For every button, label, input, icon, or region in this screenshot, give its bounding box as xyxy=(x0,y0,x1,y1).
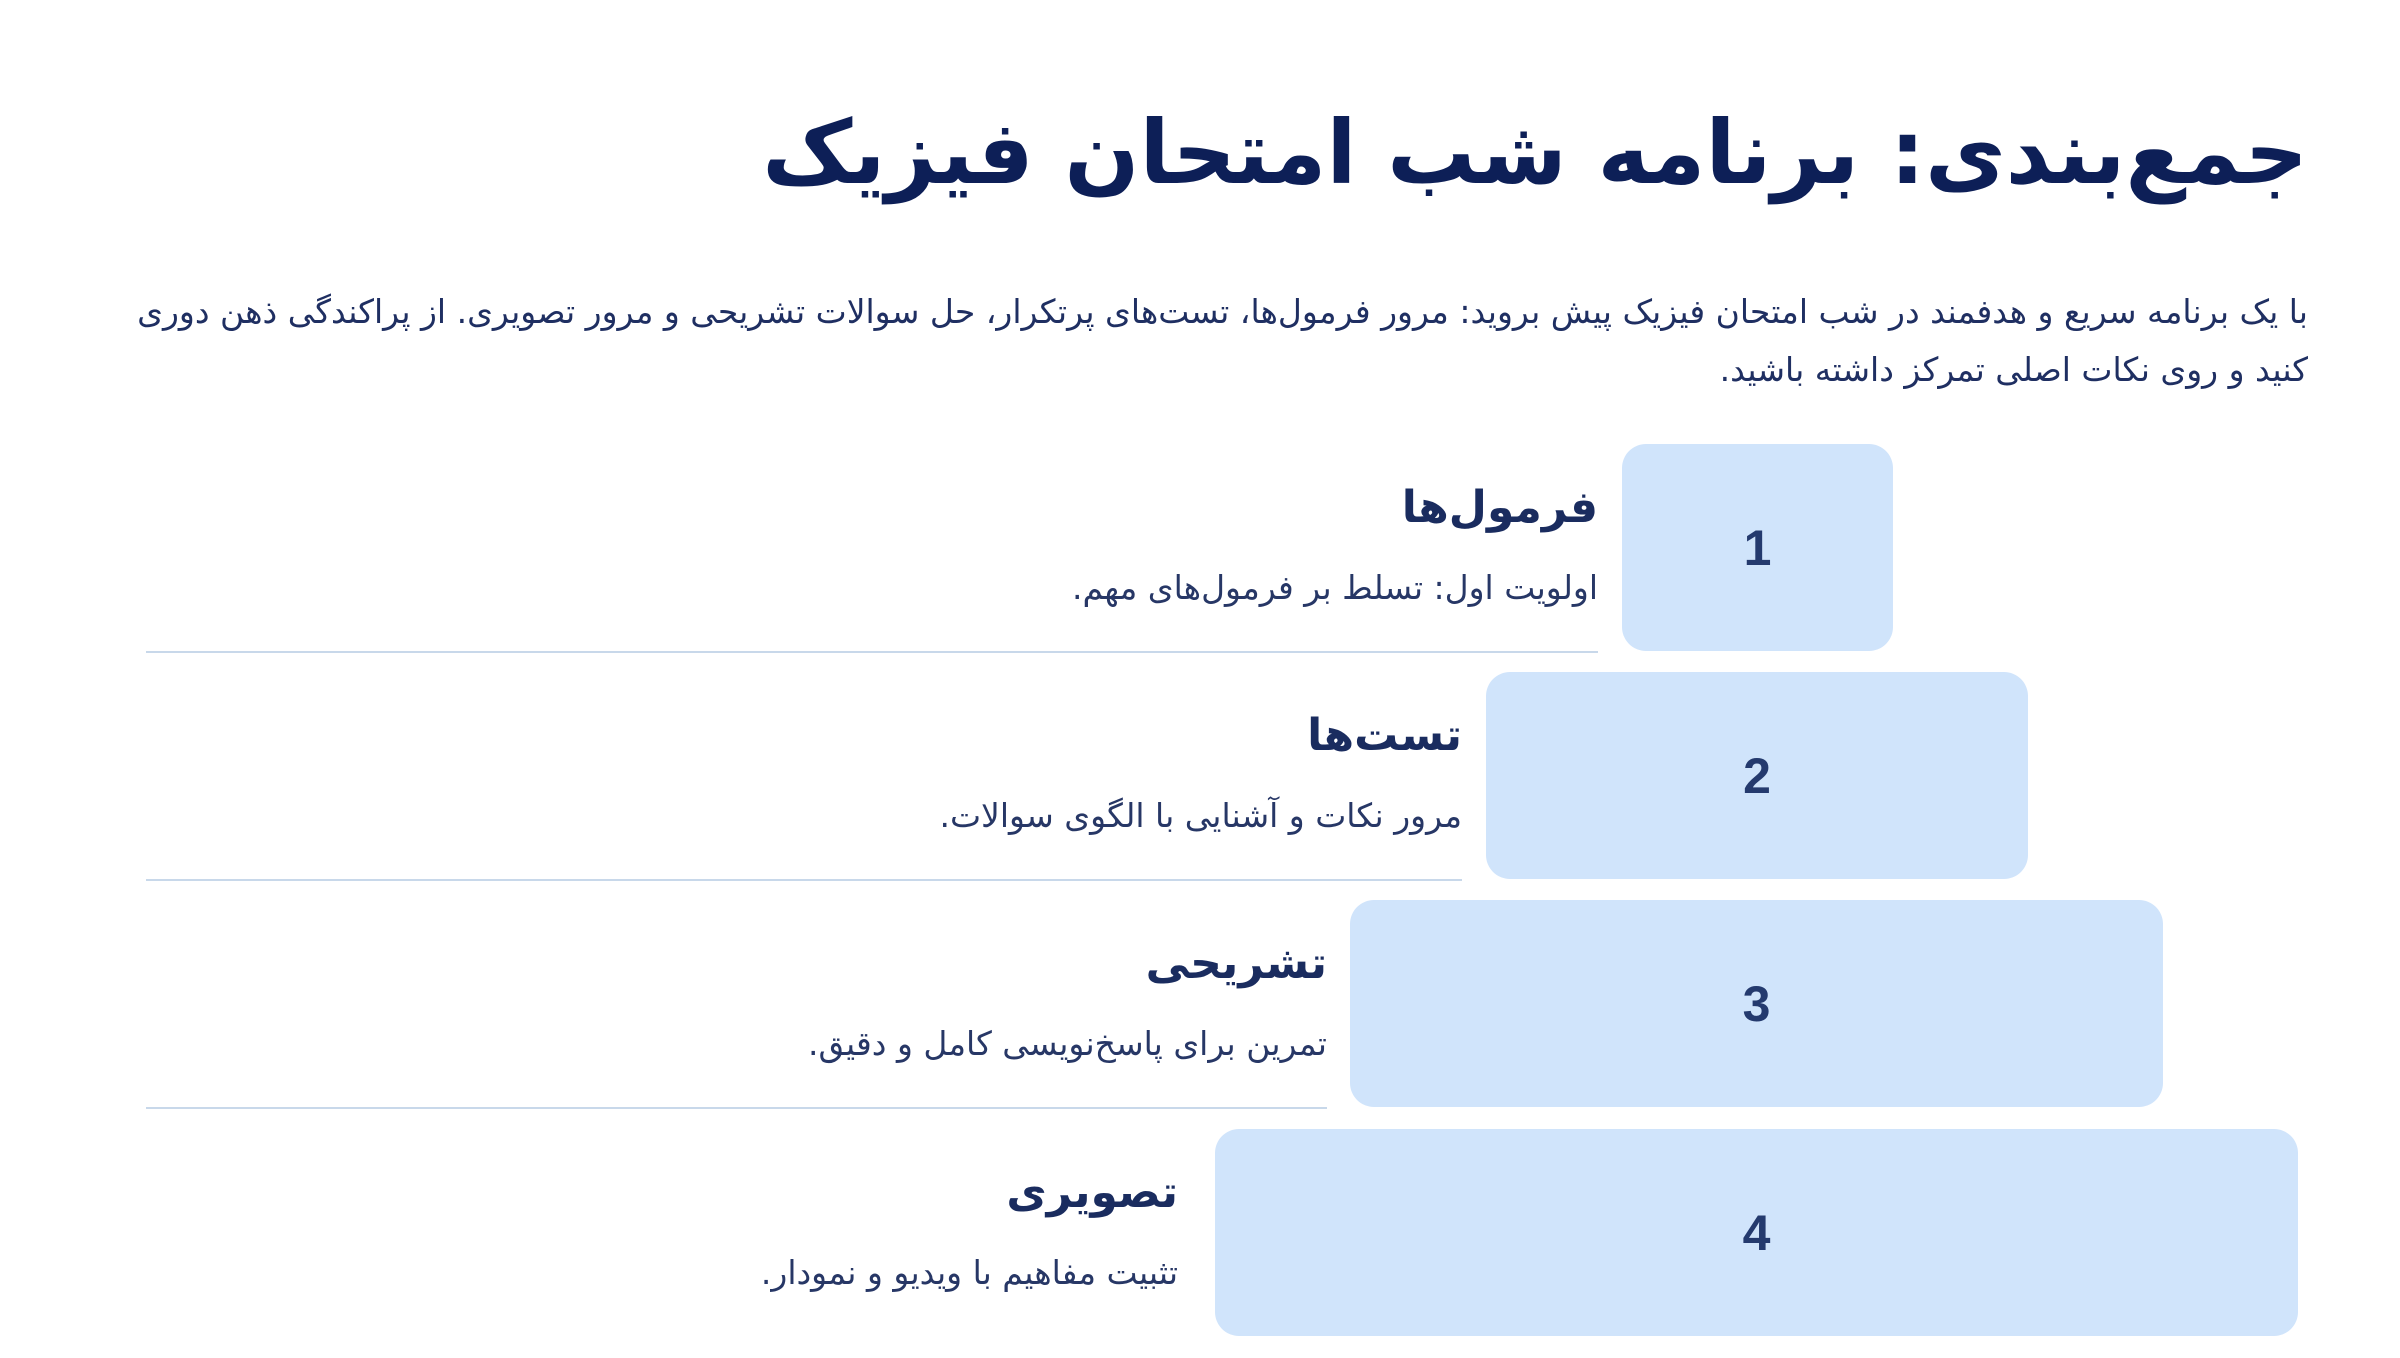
step-1-number: 1 xyxy=(1743,519,1772,576)
intro-paragraph: با یک برنامه سریع و هدفمند در شب امتحان فیزیک پیش بروید: مرور فرمول‌ها، تست‌های پرتکرار، حل سوالات تشریحی و مرور تصویری. از پراکندگی ذهن دوری کنید و روی نکات اصلی تمرکز داشته باشید. xyxy=(137,292,2308,389)
step-1-text xyxy=(146,444,1598,653)
step-4-description: تثبیت مفاهیم با ویدیو و نمودار. xyxy=(760,1253,1178,1292)
step-3-box xyxy=(1350,900,2163,1107)
step-1-box xyxy=(1622,444,1893,651)
step-4-box xyxy=(1215,1129,2298,1336)
step-4-number: 4 xyxy=(1742,1204,1771,1261)
step-2-number: 2 xyxy=(1743,747,1771,804)
page-title: جمع‌بندی: برنامه شب امتحان فیزیک xyxy=(762,101,2308,204)
step-1-description: اولویت اول: تسلط بر فرمول‌های مهم. xyxy=(1071,568,1598,607)
step-3-number: 3 xyxy=(1742,975,1771,1032)
step-3-title: تشریحی xyxy=(1145,938,1327,989)
step-1-title: فرمول‌ها xyxy=(1401,482,1598,533)
step-4-title: تصویری xyxy=(1006,1167,1178,1218)
step-2-description: مرور نکات و آشنایی با الگوی سوالات. xyxy=(939,796,1462,835)
step-3-description: تمرین برای پاسخ‌نویسی کامل و دقیق. xyxy=(808,1024,1327,1063)
step-3-text xyxy=(146,900,1327,1109)
step-4-text xyxy=(146,1129,1178,1336)
step-2-text xyxy=(146,672,1462,881)
step-2-box xyxy=(1486,672,2028,879)
step-2-title: تست‌ها xyxy=(1307,710,1462,761)
